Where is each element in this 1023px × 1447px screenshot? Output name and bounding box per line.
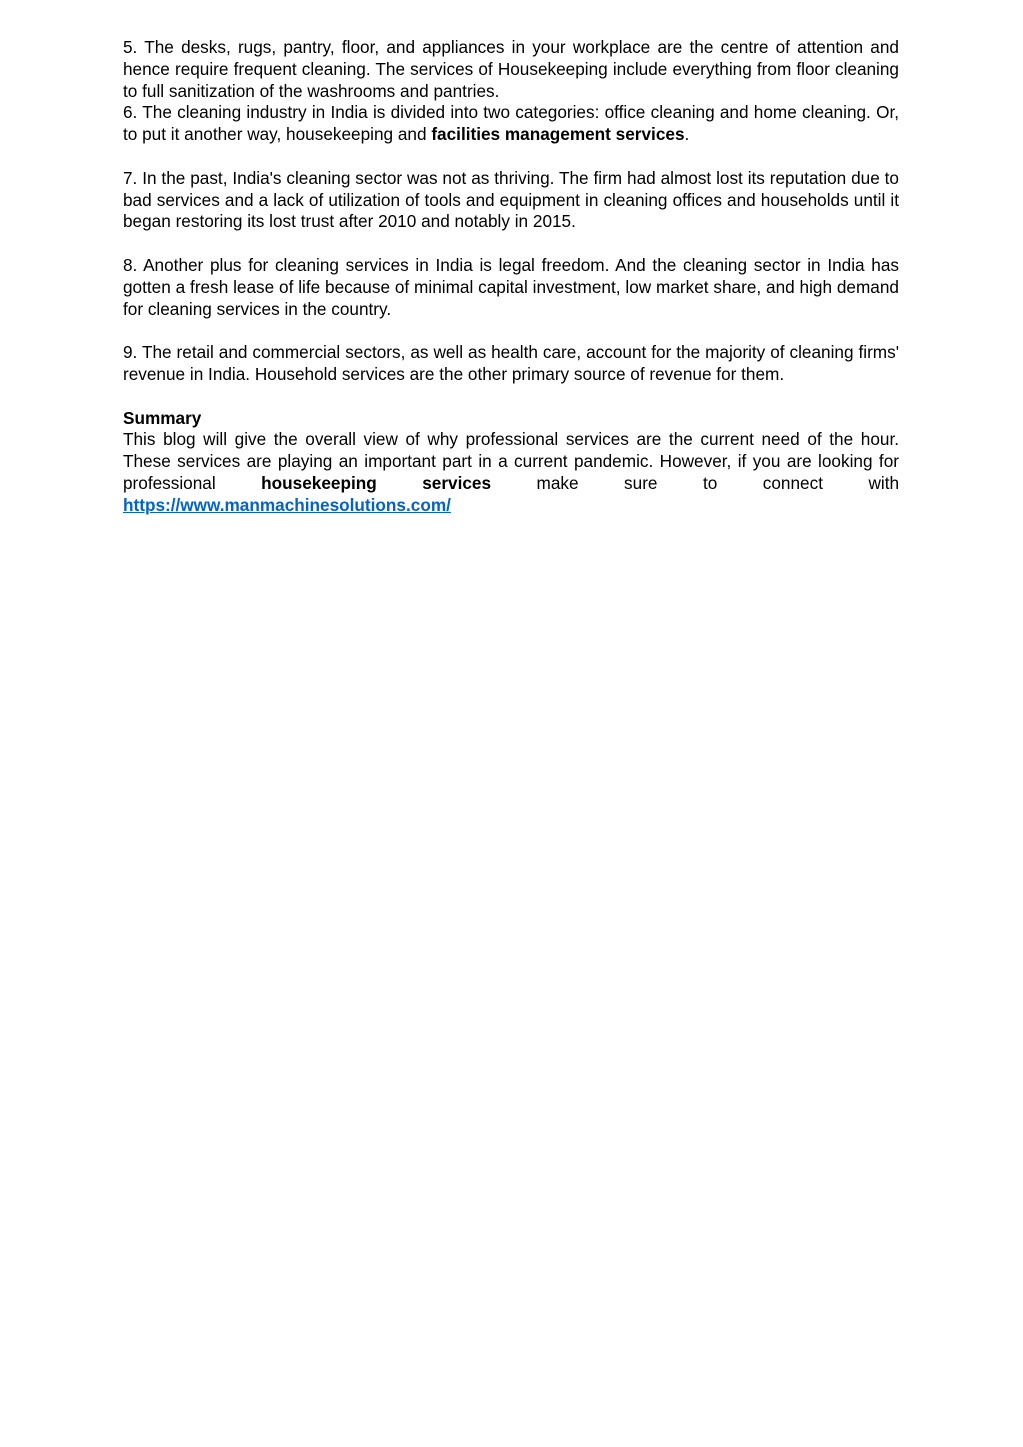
paragraph-9: 9. The retail and commercial sectors, as well as health care, account for the majority of cleaning firms' revenue in India. Household services are the other primary source of revenue for them. — [123, 342, 899, 384]
summary-text-2: make sure to connect with — [491, 472, 900, 493]
summary-heading: Summary — [123, 407, 202, 428]
paragraph-6-end: . — [684, 124, 690, 145]
facilities-management-services-emphasis: facilities management services — [431, 124, 685, 145]
paragraph-6 — [123, 102, 899, 146]
website-link[interactable]: https://www.manmachinesolutions.com/ — [123, 494, 451, 515]
document-body — [123, 37, 899, 517]
paragraph-6-text: 6. The cleaning industry in India is divided into two categories: office cleaning and home cleaning. Or, to put it another way, housekeeping and — [123, 102, 899, 145]
summary-paragraph — [123, 429, 899, 516]
paragraph-7: 7. In the past, India's cleaning sector was not as thriving. The firm had almost lost its reputation due to bad services and a lack of utilization of tools and equipment in cleaning offices and households until it began restoring its lost trust after 2010 and notably in 2015. — [123, 167, 899, 232]
paragraph-8: 8. Another plus for cleaning services in India is legal freedom. And the cleaning sector in India has gotten a fresh lease of life because of minimal capital investment, low market share, and high demand for cleaning services in the country. — [123, 254, 899, 319]
housekeeping-services-emphasis: housekeeping services — [261, 472, 492, 493]
paragraph-5: 5. The desks, rugs, pantry, floor, and appliances in your workplace are the centre of attention and hence require frequent cleaning. The services of Housekeeping include everything from floor cleaning to full sanitization of the washrooms and pantries. — [123, 37, 899, 101]
summary-text: This blog will give the overall view of why professional services are the current need of the hour. These services are playing an important part in a current pandemic. However, if you are looking for professional — [123, 429, 899, 493]
